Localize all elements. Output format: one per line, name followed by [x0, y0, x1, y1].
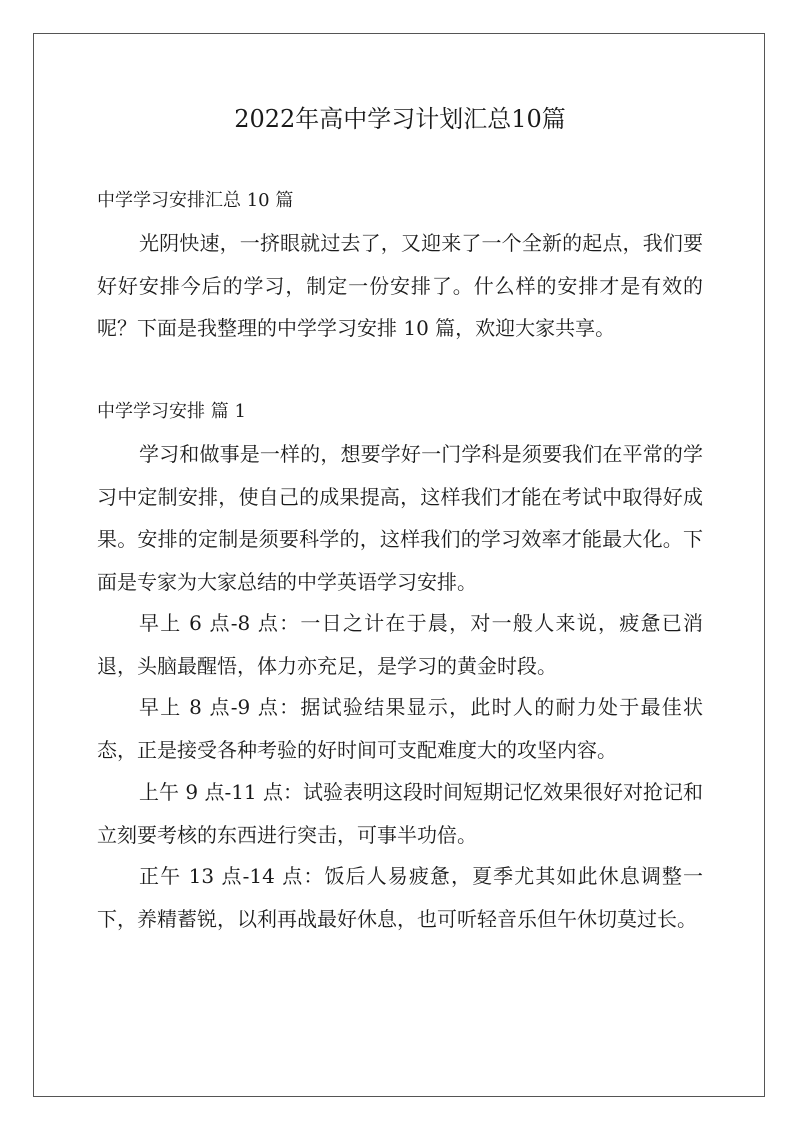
intro-paragraph: 光阴快速，一挤眼就过去了，又迎来了一个全新的起点，我们要好好安排今后的学习，制定一份安排了。什么样的安排才是有效的呢？下面是我整理的中学学习安排 10 篇，欢迎大家共享。 [97, 231, 703, 340]
section-1-paragraph-4: 上午 9 点-11 点：试验表明这段时间短期记忆效果很好对抢记和立刻要考核的东西进行突击，可事半功倍。 [97, 780, 704, 847]
intro-heading: 中学学习安排汇总 10 篇 [97, 190, 294, 211]
document-title: 2022年高中学习计划汇总10篇 [234, 105, 566, 133]
section-1-paragraph-2: 早上 6 点-8 点：一日之计在于晨，对一般人来说，疲惫已消退，头脑最醒悟，体力亦充足，是学习的黄金时段。 [97, 611, 703, 678]
section-1-paragraph-5: 正午 13 点-14 点：饭后人易疲惫，夏季尤其如此休息调整一下，养精蓄锐，以利再战最好休息，也可听轻音乐但午休切莫过长。 [97, 864, 703, 931]
section-1-paragraph-3: 早上 8 点-9 点：据试验结果显示，此时人的耐力处于最佳状态，正是接受各种考验的好时间可支配难度大的攻坚内容。 [97, 695, 703, 762]
section-1-paragraph-1: 学习和做事是一样的，想要学好一门学科是须要我们在平常的学习中定制安排，使自己的成果提高，这样我们才能在考试中取得好成果。安排的定制是须要科学的，这样我们的学习效率才能最大化。下面是专家为大家总结的中学英语学习安排。 [97, 442, 703, 594]
section-1-heading: 中学学习安排 篇 1 [97, 401, 246, 422]
